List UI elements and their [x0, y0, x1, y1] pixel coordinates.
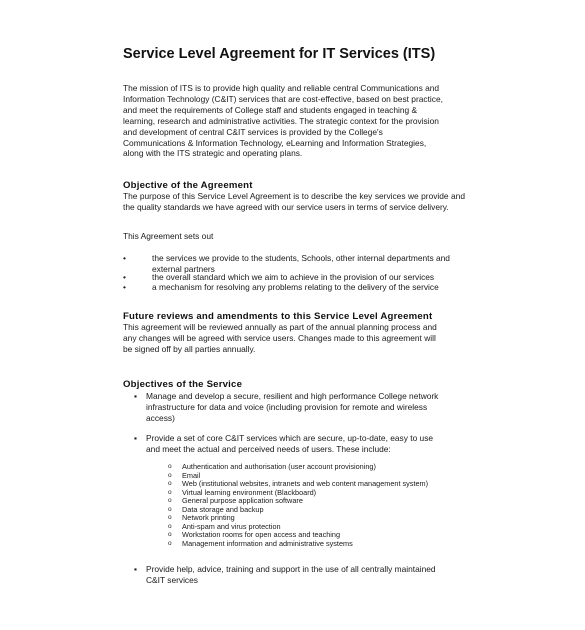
- bullet-marker: •: [123, 253, 126, 263]
- sub-list-item-text: Management information and administrative systems: [182, 539, 353, 548]
- circle-bullet-icon: o: [168, 497, 172, 504]
- circle-bullet-icon: o: [168, 489, 172, 496]
- future-line: any changes will be agreed with service users. Changes made to this agreement will: [123, 332, 436, 343]
- circle-bullet-icon: o: [168, 514, 172, 521]
- circle-bullet-icon: o: [168, 523, 172, 530]
- mission-line: Information Technology (C&IT) services that are cost-effective, based on best practice,: [123, 93, 443, 104]
- sub-list-item-text: Email: [182, 471, 201, 480]
- sub-list-item-text: Workstation rooms for open access and teaching: [182, 530, 341, 539]
- square-bullet-icon: ▪: [134, 564, 137, 574]
- sub-list-item-text: Network printing: [182, 513, 235, 522]
- sets-out-text: This Agreement sets out: [123, 231, 214, 241]
- objective-text: The purpose of this Service Level Agreement is to describe the key services we provide and the quality standards we have agreed with our service users in terms of service delivery.: [123, 191, 465, 212]
- mission-line: The mission of ITS is to provide high quality and reliable central Communications and: [123, 83, 440, 93]
- mission-line: and development of central C&IT services is provided by the College's: [123, 126, 383, 137]
- square-bullet-icon: ▪: [134, 433, 137, 443]
- circle-bullet-icon: o: [168, 531, 172, 538]
- future-paragraph: [123, 322, 437, 355]
- mission-line: and meet the requirements of College staff and students engaged in teaching &: [123, 104, 418, 115]
- mission-line: Communications & Information Technology, eLearning and Information Strategies,: [123, 137, 427, 148]
- list-item-text: Provide help, advice, training and support in the use of all centrally maintained C&IT services: [146, 564, 436, 585]
- mission-line: along with the ITS strategic and operating plans.: [123, 148, 303, 159]
- sub-list-item-text: Web (institutional websites, intranets and web content management system): [182, 479, 429, 488]
- circle-bullet-icon: o: [168, 472, 172, 479]
- sub-list-item-text: Data storage and backup: [182, 505, 264, 514]
- future-line: This agreement will be reviewed annually as part of the annual planning process and: [123, 322, 437, 332]
- sub-list-item-text: General purpose application software: [182, 496, 303, 505]
- sub-list-item-text: Authentication and authorisation (user account provisioning): [182, 462, 376, 471]
- list-item-text: Manage and develop a secure, resilient and high performance College network infrastructure for data and voice (including provision for remote and wireless access): [146, 391, 439, 423]
- bullet-marker: •: [123, 282, 126, 292]
- sub-list-item-text: Anti-spam and virus protection: [182, 522, 281, 531]
- square-bullet-icon: ▪: [134, 391, 137, 401]
- future-heading: Future reviews and amendments to this Service Level Agreement: [123, 311, 433, 322]
- circle-bullet-icon: o: [168, 480, 172, 487]
- future-line: be signed off by all parties annually.: [123, 343, 256, 354]
- page-title: Service Level Agreement for IT Services (ITS): [123, 46, 436, 62]
- list-item-text: Provide a set of core C&IT services which are secure, up-to-date, easy to use and meet the actual and perceived needs of users. These include:: [146, 433, 434, 454]
- bullet-marker: •: [123, 272, 126, 282]
- circle-bullet-icon: o: [168, 463, 172, 470]
- service-objectives-heading: Objectives of the Service: [123, 379, 243, 390]
- list-item-text: the services we provide to the students, Schools, other internal departments and external partners: [152, 253, 450, 274]
- list-item-text: a mechanism for resolving any problems relating to the delivery of the service: [152, 282, 439, 292]
- mission-paragraph: [123, 83, 453, 159]
- circle-bullet-icon: o: [168, 540, 172, 547]
- circle-bullet-icon: o: [168, 506, 172, 513]
- mission-line: learning, research and administrative activities. The strategic context for the provision: [123, 115, 439, 126]
- sub-list-item-text: Virtual learning environment (Blackboard): [182, 488, 317, 497]
- list-item-text: the overall standard which we aim to achieve in the provision of our services: [152, 272, 435, 282]
- objective-heading: Objective of the Agreement: [123, 180, 253, 191]
